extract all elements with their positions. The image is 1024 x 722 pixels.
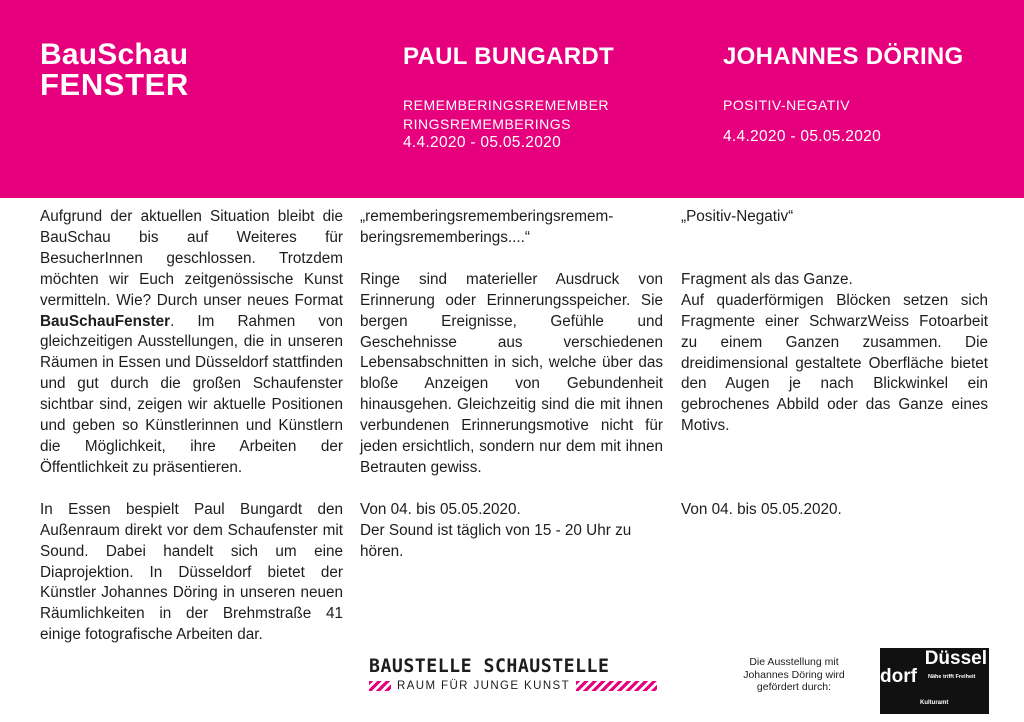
bungardt-dates: Von 04. bis 05.05.2020. [360,500,521,518]
doering-description: Auf quaderförmigen Blöcken setzen sich Fragmente einer SchwarzWeiss Fotoarbeit zu einem Ganzen zusammen. Die dreidimensional gestaltete Oberfläche bietet den Augen je nach Blickwinkel ein gebrochenes Abbild oder das Ganze eines Motivs. [681,291,988,435]
intro-paragraph-1 [40,207,343,479]
intro-text: . Im Rahmen von gleichzeitigen Ausstellungen, die in unseren Räumen in Essen und Düsseldorf stattfinden und gut durch die großen Schaufenster sichtbar sind, zeigen wir aktuelle Positionen und geben so Künstlerinnen und Künstlern die Möglichkeit, ihre Arbeiten der Öffentlichkeit zu präsentieren. [40,312,343,476]
bungardt-sound-hours: Der Sound ist täglich von 15 - 20 Uhr zu hören. [360,521,632,560]
sponsor-note: Die Ausstellung mit Johannes Döring wird gefördert durch: [743,656,845,693]
hazard-stripes-icon [576,681,657,691]
header-artist-bungardt [403,42,614,154]
doering-column [681,207,988,521]
baustelle-subtitle: RAUM FÜR JUNGE KUNST [397,680,571,692]
duesseldorf-tagline: Nähe trifft Freiheit [928,674,976,680]
intro-text: Aufgrund der aktuellen Situation bleibt die BauSchau bis auf Weiteres für BesucherInnen geschlossen. Trotzdem möchten wir Euch zeitgenössische Kunst vermitteln. Wie? Durch unser neues Format [40,208,343,309]
work-title-line-1: REMEMBERINGSREMEMBER [403,97,610,113]
header-banner [0,0,1024,198]
duesseldorf-kulturamt-logo [880,648,989,714]
format-name: BauSchauFenster [40,312,171,330]
exhibition-dates: 4.4.2020 - 05.05.2020 [403,134,561,151]
duesseldorf-wordmark-top: Düssel [924,648,987,669]
hazard-stripes-icon [369,681,391,691]
bauschau-fenster-logo [40,40,189,100]
work-title: POSITIV-NEGATIV [723,97,851,113]
doering-work-title: „Positiv-Negativ“ [681,208,794,225]
intro-paragraph-2: In Essen bespielt Paul Bungardt den Außenraum direkt vor dem Schaufenster mit Sound. Dabei handelt sich um eine Diaprojektion. In Düsseldorf bietet der Künstler Johannes Döring in unseren neuen Räumlichkeiten in der Brehmstraße 41 einige fotografische Arbeiten dar. [40,500,343,644]
baustelle-schaustelle-logo [369,656,657,694]
bungardt-column [360,207,663,563]
work-title [403,92,614,132]
doering-intro-line: Fragment als das Ganze. [681,270,853,288]
header-artist-doering [723,42,964,148]
logo-line-2: FENSTER [40,67,189,102]
doering-dates: Von 04. bis 05.05.2020. [681,501,842,519]
intro-column [40,207,343,646]
kulturamt-label: Kulturamt [920,700,949,706]
baustelle-title: BAUSTELLE SCHAUSTELLE [369,656,610,677]
work-title-line-2: RINGSREMEMBERINGS [403,116,571,132]
artist-name: JOHANNES DÖRING [723,43,964,70]
bungardt-work-title: „rememberingsrememberingsrememberingsrememberings....“ [360,208,614,246]
bungardt-description: Ringe sind materieller Ausdruck von Erinnerung oder Erinnerungsspeicher. Sie bergen Ereignisse, Gefühle und Geschehnisse aus verschiedenen Lebensabschnitten in sich, welche über das bloße Anzeigen von Gebundenheit hinausgehen. Gleichzeitig sind die mit ihnen verbundenen Erinnerungsmotive nicht für jeden ersichtlich, sondern nur dem mit ihnen Betrauten gewiss. [360,270,663,476]
duesseldorf-wordmark-bottom: dorf [880,666,917,687]
logo-line-1: BauSchau [40,38,189,71]
artist-name: PAUL BUNGARDT [403,43,615,70]
exhibition-dates: 4.4.2020 - 05.05.2020 [723,128,881,145]
